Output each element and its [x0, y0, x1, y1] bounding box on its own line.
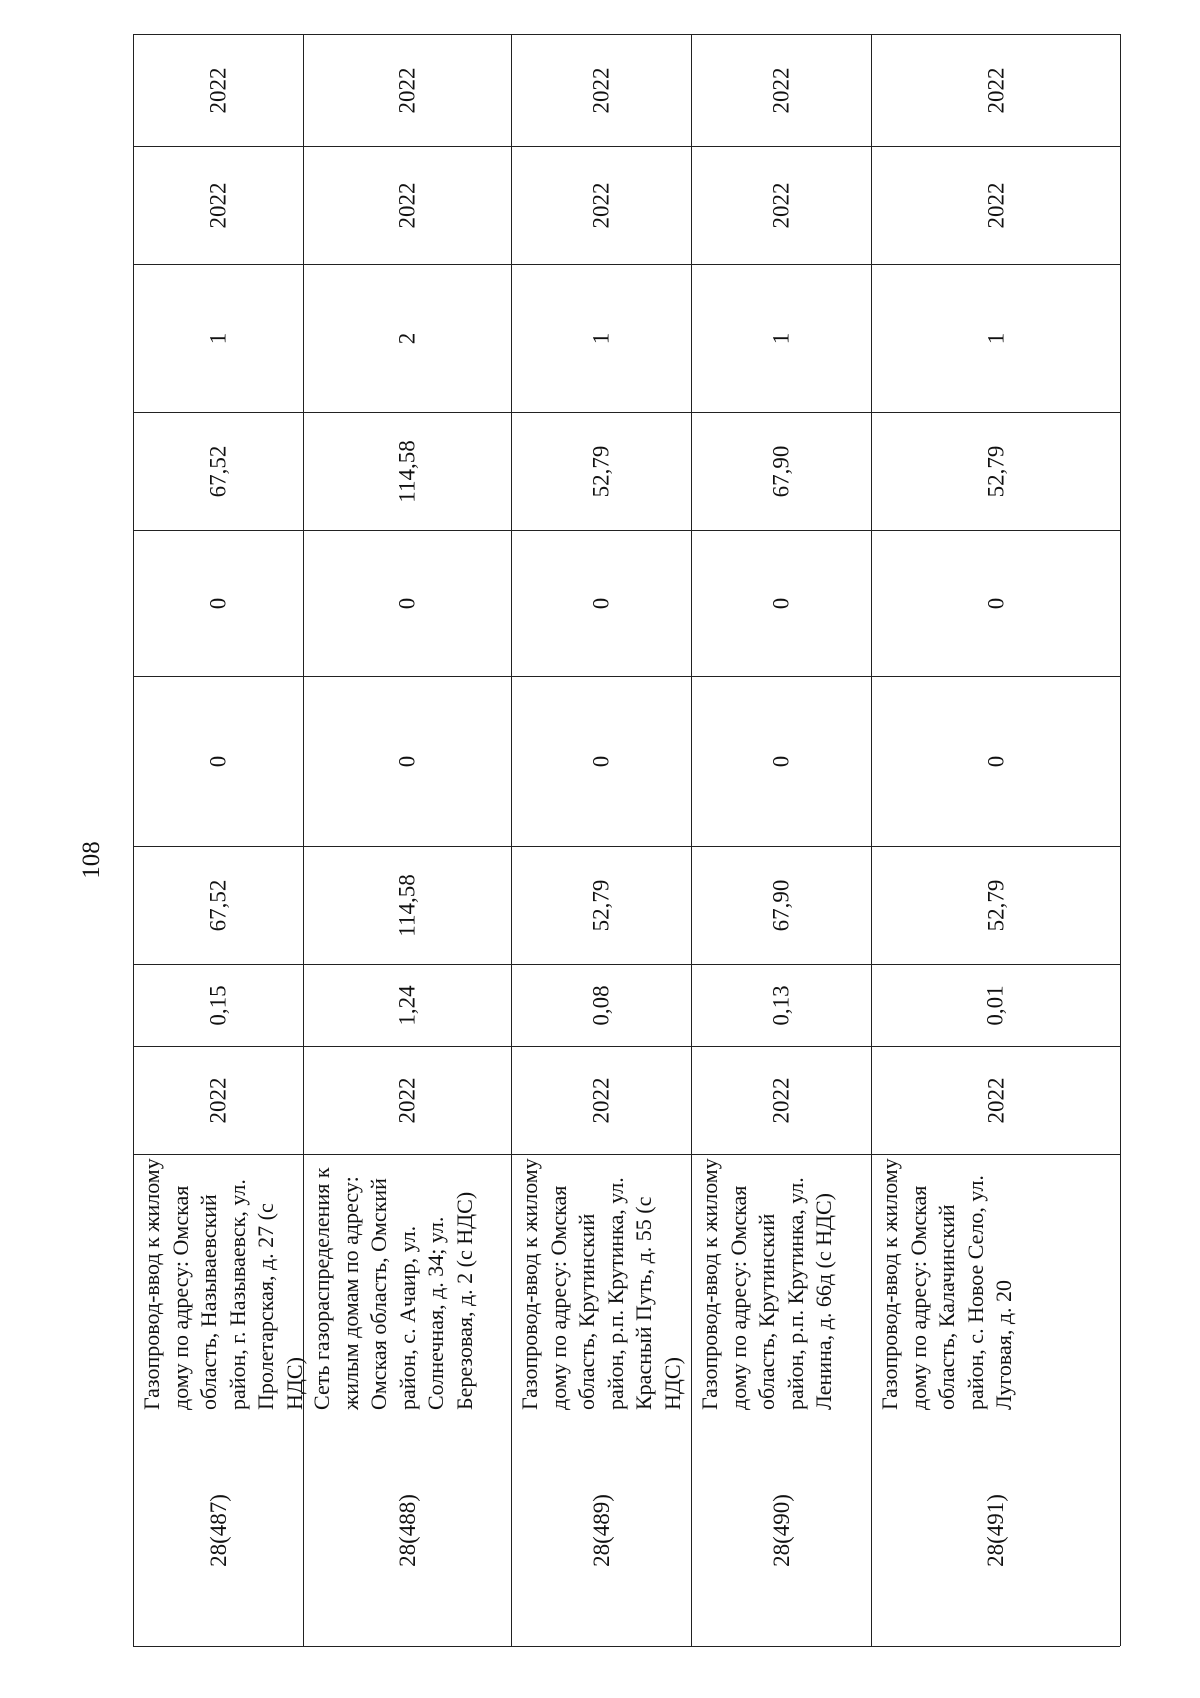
- year-cell: [511, 1046, 691, 1154]
- year-text: 2022: [768, 1077, 794, 1123]
- year-cell: [133, 1046, 303, 1154]
- count-cell: [871, 264, 1120, 412]
- zero-a-cell: [133, 676, 303, 846]
- length-cell: [691, 964, 871, 1046]
- table-row-border: [1120, 34, 1121, 1646]
- table-column-border: [133, 1646, 1120, 1647]
- length-text: 0,01: [983, 984, 1008, 1026]
- cost-text: 67,90: [768, 879, 794, 931]
- zero-b-text: 0: [394, 597, 420, 609]
- zero-b-text: 0: [768, 597, 794, 609]
- zero-a-text: 0: [588, 755, 614, 767]
- year-end-text: 2022: [394, 67, 420, 113]
- year-end-text: 2022: [205, 67, 231, 113]
- count-text: 1: [588, 332, 614, 344]
- description-text: Газопровод-ввод к жилому дому по адресу: Омская область, Калачинский район, с. Новое Село, ул. Луговая, д. 20: [877, 1158, 1017, 1410]
- description-cell: [303, 1154, 511, 1414]
- description-cell: [871, 1154, 1120, 1414]
- row-id-cell: [691, 1414, 871, 1646]
- zero-a-cell: [511, 676, 691, 846]
- length-text: 1,24: [394, 984, 420, 1026]
- cost-repeat-cell: [691, 412, 871, 530]
- cost-cell: [303, 846, 511, 964]
- year-end-cell: [303, 34, 511, 146]
- cost-cell: [691, 846, 871, 964]
- row-id-cell: [871, 1414, 1120, 1646]
- cost-cell: [871, 846, 1120, 964]
- zero-a-text: 0: [205, 755, 231, 767]
- year-start-cell: [133, 146, 303, 264]
- description-text: Сеть газораспределения к жилым домам по адресу: Омская область, Омский район, с. Ачаир, ул. Солнечная, д. 34; ул. Березовая, д. 2 (с НДС): [309, 1167, 477, 1410]
- year-start-text: 2022: [394, 182, 420, 228]
- zero-a-cell: [303, 676, 511, 846]
- zero-b-cell: [871, 530, 1120, 676]
- length-cell: [511, 964, 691, 1046]
- cost-text: 67,52: [205, 879, 231, 931]
- year-text: 2022: [205, 1077, 231, 1123]
- description-cell: [511, 1154, 691, 1414]
- year-text: 2022: [394, 1077, 420, 1123]
- length-text: 0,15: [205, 984, 231, 1026]
- row-id-text: 28(489): [588, 1493, 614, 1567]
- row-id-text: 28(488): [394, 1493, 420, 1567]
- year-text: 2022: [983, 1077, 1008, 1123]
- zero-a-text: 0: [394, 755, 420, 767]
- year-cell: [691, 1046, 871, 1154]
- count-text: 2: [394, 332, 420, 344]
- year-start-cell: [303, 146, 511, 264]
- year-end-cell: [871, 34, 1120, 146]
- year-start-text: 2022: [983, 182, 1008, 228]
- description-text: Газопровод-ввод к жилому дому по адресу: Омская область, Называевский район, г. Называевск, ул. Пролетарская, д. 27 (с НДС): [139, 1158, 307, 1410]
- length-cell: [871, 964, 1120, 1046]
- year-end-text: 2022: [588, 67, 614, 113]
- count-text: 1: [205, 332, 231, 344]
- cost-repeat-cell: [133, 412, 303, 530]
- length-cell: [133, 964, 303, 1046]
- zero-a-text: 0: [983, 755, 1008, 767]
- year-start-text: 2022: [205, 182, 231, 228]
- description-cell: [691, 1154, 871, 1414]
- year-cell: [871, 1046, 1120, 1154]
- zero-b-text: 0: [205, 597, 231, 609]
- count-text: 1: [768, 332, 794, 344]
- zero-b-cell: [691, 530, 871, 676]
- length-text: 0,13: [768, 984, 794, 1026]
- year-start-cell: [691, 146, 871, 264]
- cost-repeat-text: 114,58: [394, 439, 420, 503]
- row-id-cell: [303, 1414, 511, 1646]
- zero-b-text: 0: [588, 597, 614, 609]
- page-number-box: [70, 830, 114, 890]
- year-start-cell: [871, 146, 1120, 264]
- row-id-cell: [133, 1414, 303, 1646]
- zero-a-cell: [691, 676, 871, 846]
- zero-a-text: 0: [768, 755, 794, 767]
- row-id-text: 28(490): [768, 1493, 794, 1567]
- zero-b-cell: [511, 530, 691, 676]
- year-start-cell: [511, 146, 691, 264]
- year-text: 2022: [588, 1077, 614, 1123]
- cost-text: 114,58: [394, 873, 420, 937]
- description-text: Газопровод-ввод к жилому дому по адресу: Омская область, Крутинский район, р.п. Крутинка, ул. Ленина, д. 66д (с НДС): [697, 1158, 837, 1410]
- count-cell: [691, 264, 871, 412]
- count-cell: [133, 264, 303, 412]
- zero-b-text: 0: [983, 597, 1008, 609]
- cost-repeat-text: 67,90: [768, 445, 794, 497]
- zero-b-cell: [303, 530, 511, 676]
- description-text: Газопровод-ввод к жилому дому по адресу: Омская область, Крутинский район, р.п. Крутинка, ул. Красный Путь, д. 55 (с НДС): [517, 1158, 685, 1410]
- year-end-cell: [691, 34, 871, 146]
- cost-repeat-cell: [303, 412, 511, 530]
- cost-repeat-cell: [871, 412, 1120, 530]
- year-start-text: 2022: [588, 182, 614, 228]
- cost-repeat-text: 52,79: [588, 445, 614, 497]
- cost-text: 52,79: [588, 879, 614, 931]
- cost-repeat-cell: [511, 412, 691, 530]
- count-cell: [511, 264, 691, 412]
- year-start-text: 2022: [768, 182, 794, 228]
- zero-b-cell: [133, 530, 303, 676]
- length-cell: [303, 964, 511, 1046]
- cost-text: 52,79: [983, 879, 1008, 931]
- year-end-text: 2022: [983, 67, 1008, 113]
- count-cell: [303, 264, 511, 412]
- cost-cell: [511, 846, 691, 964]
- description-cell: [133, 1154, 307, 1414]
- year-end-cell: [133, 34, 303, 146]
- year-end-text: 2022: [768, 67, 794, 113]
- length-text: 0,08: [588, 984, 614, 1026]
- row-id-text: 28(491): [982, 1493, 1008, 1567]
- cost-repeat-text: 67,52: [205, 445, 231, 497]
- zero-a-cell: [871, 676, 1120, 846]
- year-cell: [303, 1046, 511, 1154]
- row-id-text: 28(487): [205, 1493, 231, 1567]
- page-number: 108: [78, 841, 105, 879]
- count-text: 1: [983, 332, 1008, 344]
- data-table: [133, 34, 1120, 1646]
- row-id-cell: [511, 1414, 691, 1646]
- year-end-cell: [511, 34, 691, 146]
- cost-repeat-text: 52,79: [983, 445, 1008, 497]
- cost-cell: [133, 846, 303, 964]
